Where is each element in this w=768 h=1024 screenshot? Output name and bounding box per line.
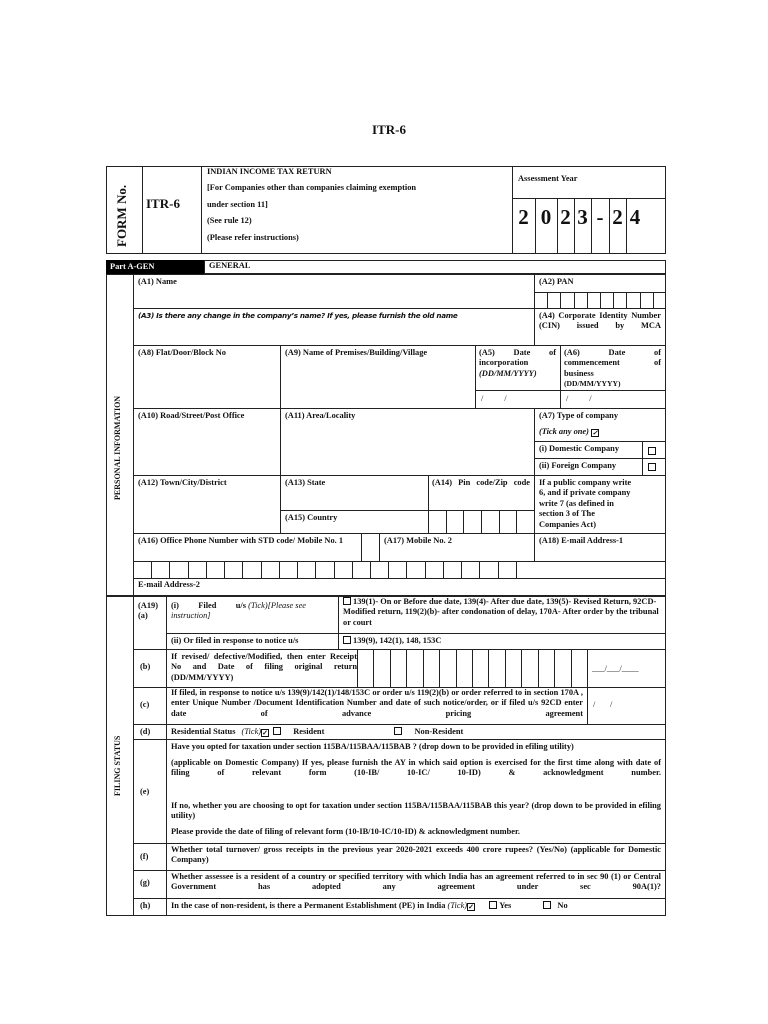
- receipt-cell-divider: [488, 649, 489, 687]
- revised-label: [171, 652, 357, 683]
- state-field[interactable]: [281, 490, 427, 509]
- phone-cell-divider: [352, 561, 353, 578]
- phone-cell-divider: [224, 561, 225, 578]
- pin-cell-divider: [516, 510, 517, 533]
- phone-cell-divider: [188, 561, 189, 578]
- phone-cell-divider: [516, 561, 517, 578]
- phone-cell-divider: [297, 561, 298, 578]
- f-label: (f): [140, 852, 149, 861]
- area-label: (A11) Area/Locality: [285, 411, 356, 420]
- email2-field[interactable]: [134, 589, 665, 595]
- phone-cell-divider: [169, 561, 170, 578]
- d-label: (d): [140, 727, 151, 736]
- residential-status: [171, 727, 661, 737]
- email1-label: (A18) E-mail Address-1: [539, 536, 624, 545]
- resident-checkbox[interactable]: [273, 727, 281, 735]
- email1-field[interactable]: [535, 547, 665, 560]
- phone-cell-divider: [334, 561, 335, 578]
- pan-label: (A2) PAN: [539, 277, 574, 286]
- pan-cell-divider: [600, 292, 601, 308]
- pe-no-checkbox[interactable]: [543, 901, 551, 909]
- cin-label: [539, 311, 661, 332]
- pin-label-text: (A14) Pin code/Zip code: [432, 478, 530, 487]
- name-label: (A1) Name: [138, 277, 177, 286]
- state-label: (A13) State: [285, 478, 326, 487]
- incorporation-date[interactable]: / /: [481, 394, 507, 403]
- commencement-line-2: commencement of: [564, 358, 661, 368]
- filed-under-label: [171, 601, 334, 622]
- phone-cell-divider: [425, 561, 426, 578]
- personal-side-label: PERSONAL INFORMATION: [113, 395, 122, 500]
- receipt-cell-divider: [554, 649, 555, 687]
- commencement-label: [564, 348, 661, 390]
- company-code-field[interactable]: [643, 476, 665, 532]
- revised-date[interactable]: ___/___/____: [592, 664, 639, 673]
- phone-label: (A16) Office Phone Number with STD code/ Mobile No. 1: [138, 536, 344, 545]
- taxation-option-q1: Have you opted for taxation under section 115BA/115BAA/115BAB ? (drop down to be provided in efiling utility): [171, 742, 574, 751]
- phone-cell-divider: [151, 561, 152, 578]
- g-label: (g): [140, 878, 150, 887]
- pan-cell-divider: [653, 292, 654, 308]
- h-label: (h): [140, 901, 151, 910]
- email2-label: E-mail Address-2: [138, 580, 200, 589]
- header-line-4: (See rule 12): [207, 216, 252, 225]
- residential-status-text: Residential Status: [171, 727, 236, 736]
- header-line-1: INDIAN INCOME TAX RETURN: [207, 167, 332, 176]
- pin-cell-divider: [463, 510, 464, 533]
- phone-cell-divider: [315, 561, 316, 578]
- filing-side-label: FILING STATUS: [113, 735, 122, 796]
- pan-cell-divider: [613, 292, 614, 308]
- a19-sub-text: (a): [138, 611, 148, 621]
- filed-under-tick: (Tick)[Please see instruction]: [171, 601, 306, 621]
- receipt-cell-divider: [439, 649, 440, 687]
- name-change-label: (A3) Is there any change in the company’s name? If yes, please furnish the old name: [138, 311, 458, 320]
- notice-response-text: If filed, in response to notice u/s 139(9)/142(1)/148/153C or order u/s 119(2)(b) or order referred to in section 170A , enter Unique Number /Document Identification Number and date of such notice/order, or if filed u/s 92CD enter date of advance pricing agreement: [171, 688, 583, 718]
- taxation-option-q4: Please provide the date of filing of relevant form (10-IB/10-IC/10-ID) & acknowledgment number.: [171, 827, 521, 836]
- notice-checkbox[interactable]: [343, 636, 351, 644]
- filed-under-text: (i) Filed u/s: [171, 601, 246, 610]
- phone-cell-divider: [498, 561, 499, 578]
- pan-cell-divider: [547, 292, 548, 308]
- a19-label: [138, 601, 158, 622]
- assessment-year-digit: 2: [518, 205, 529, 229]
- taxation-option-q3-text: If no, whether you are choosing to opt for taxation under section 115BA/115BAA/115BAB this year? (drop down to be provided in efiling utility): [171, 801, 661, 821]
- phone-cell-divider: [406, 561, 407, 578]
- notice-options-text: 139(9), 142(1), 148, 153C: [353, 636, 442, 645]
- receipt-cell-divider: [538, 649, 539, 687]
- agreement-question-text: Whether assessee is a resident of a country or specified territory with which India has an agreement referred to in sec 90 (1) or Central Government has adopted any agreement under sec 90A(1)?: [171, 872, 661, 892]
- road-label: (A10) Road/Street/Post Office: [138, 411, 245, 420]
- pe-tick-text: (Tick): [447, 901, 468, 910]
- receipt-cell-divider: [423, 649, 424, 687]
- receipt-cell-divider: [390, 649, 391, 687]
- public-company-note: If a public company write 6, and if private company write 7 (as defined in section 3 of The Companies Act): [539, 478, 632, 529]
- page-title: ITR-6: [372, 122, 406, 137]
- pe-question-text: In the case of non-resident, is there a Permanent Establishment (PE) in India: [171, 901, 446, 910]
- foreign-checkbox[interactable]: [648, 463, 656, 471]
- company-type-label: (A7) Type of company: [539, 411, 619, 420]
- resident-label: Resident: [293, 727, 325, 736]
- assessment-year-digit: 4: [629, 205, 641, 229]
- tick-icon: ✓: [468, 903, 475, 911]
- phone-cell-divider: [388, 561, 389, 578]
- commencement-date[interactable]: / /: [566, 394, 592, 403]
- filed-under-options-text: 139(1)- On or Before due date, 139(4)- After due date, 139(5)- Revised Return, 92CD-Modified return, 119(2)(b)- after condonation of delay, 170A- After order by the tribunal or court: [343, 597, 659, 627]
- premises-label: (A9) Name of Premises/Building/Village: [285, 348, 428, 357]
- name-field[interactable]: [134, 288, 533, 307]
- notice-response-date[interactable]: / /: [593, 700, 613, 709]
- foreign-label: (ii) Foreign Company: [539, 461, 617, 470]
- phone-cell-divider: [443, 561, 444, 578]
- pe-no-label: No: [557, 901, 568, 910]
- assessment-year-digit: 2: [612, 205, 623, 229]
- taxation-option-q2-text: (applicable on Domestic Company) If yes, please furnish the AY in which said option is exercised for the first time along with date of filing of relevant form (10-IB/ 10-IC/ 10-ID) & acknowledgment number.: [171, 758, 661, 778]
- phone-cell-divider: [206, 561, 207, 578]
- incorporation-label: [479, 348, 556, 379]
- town-field[interactable]: [134, 490, 279, 532]
- part-title: GENERAL: [209, 261, 251, 270]
- header-line-3: under section 11]: [207, 200, 268, 209]
- mobile2-label: (A17) Mobile No. 2: [384, 536, 452, 545]
- filed-under-options[interactable]: [343, 597, 661, 628]
- header-line-2: [For Companies other than companies claiming exemption: [207, 183, 417, 192]
- tick-icon: ✓: [262, 729, 269, 737]
- non-resident-label: Non-Resident: [414, 727, 464, 736]
- phone-cell-divider: [461, 561, 462, 578]
- pin-label: [432, 478, 530, 488]
- road-field[interactable]: [134, 422, 279, 474]
- c-label: (c): [140, 700, 150, 709]
- non-resident-checkbox[interactable]: [394, 727, 402, 735]
- part-label-bar: [106, 260, 204, 274]
- tick-icon: ✓: [592, 429, 598, 437]
- premises-field[interactable]: [281, 360, 474, 407]
- taxation-option-q2: [171, 758, 661, 779]
- turnover-question-text: Whether total turnover/ gross receipts in the previous year 2020-2021 exceeds 400 crore rupees? (Yes/No) (applicable for Domestic Company): [171, 845, 661, 865]
- phone-cell-divider: [370, 561, 371, 578]
- pan-cell-divider: [574, 292, 575, 308]
- notice-options[interactable]: [343, 636, 441, 646]
- assessment-year-digit: 3: [577, 205, 588, 229]
- company-type-tick-text: (Tick any one): [539, 427, 589, 436]
- flat-label: (A8) Flat/Door/Block No: [138, 348, 226, 357]
- assessment-year-digit: -: [596, 205, 604, 229]
- phone-cell-divider: [279, 561, 280, 578]
- pin-cell-divider: [446, 510, 447, 533]
- agreement-question: [171, 872, 661, 893]
- receipt-cell-divider: [357, 649, 358, 687]
- taxation-option-q3: [171, 801, 661, 822]
- b-label: (b): [140, 662, 151, 671]
- receipt-cell-divider: [587, 649, 588, 687]
- part-title-box: [204, 260, 666, 274]
- receipt-cell-divider: [521, 649, 522, 687]
- notice-response-label: [171, 688, 583, 719]
- turnover-question: [171, 845, 661, 866]
- commencement-line-1: (A6) Date of: [564, 348, 661, 357]
- assessment-year-digit: 0: [540, 205, 552, 229]
- pan-cell-divider: [626, 292, 627, 308]
- revised-text: If revised/ defective/Modified, then enter Receipt No and Date of filing original return (DD/MM/YYYY): [171, 652, 357, 682]
- pin-cell-divider: [499, 510, 500, 533]
- header-line-5: (Please refer instructions): [207, 233, 299, 242]
- pan-cell-divider: [587, 292, 588, 308]
- pe-yes-label: Yes: [499, 901, 512, 910]
- filed-under-checkbox[interactable]: [343, 597, 351, 605]
- form-code: ITR-6: [146, 196, 180, 211]
- commencement-line-4: (DD/MM/YYYY): [564, 379, 621, 389]
- commencement-line-3: business: [564, 368, 594, 378]
- pan-cell-divider: [640, 292, 641, 308]
- incorporation-line-3: (DD/MM/YYYY): [479, 368, 537, 378]
- receipt-cell-divider: [406, 649, 407, 687]
- a19-label-text: (A19): [138, 601, 159, 610]
- incorporation-line-1: (A5) Date of: [479, 348, 556, 357]
- phone-cell-divider: [261, 561, 262, 578]
- part-label: Part A-GEN: [110, 262, 155, 271]
- e-label: (e): [140, 787, 150, 796]
- phone-cell-divider: [479, 561, 480, 578]
- pe-yes-checkbox[interactable]: [489, 901, 497, 909]
- company-type-tick: [539, 427, 599, 437]
- domestic-checkbox[interactable]: [648, 447, 656, 455]
- cin-label-text: (A4) Corporate Identity Number (CIN) issued by MCA: [539, 311, 661, 331]
- flat-field[interactable]: [134, 360, 279, 407]
- notice-label: (ii) Or filed in response to notice u/s: [171, 636, 299, 645]
- form-no-label: FORM No.: [114, 184, 129, 247]
- assessment-year-label: Assessment Year: [518, 174, 578, 183]
- domestic-label: (i) Domestic Company: [539, 444, 620, 453]
- residential-tick-text: (Tick): [241, 727, 262, 736]
- receipt-cell-divider: [472, 649, 473, 687]
- area-field[interactable]: [281, 422, 533, 474]
- pin-cell-divider: [481, 510, 482, 533]
- town-label: (A12) Town/City/District: [138, 478, 227, 487]
- receipt-cell-divider: [456, 649, 457, 687]
- country-label: (A15) Country: [285, 513, 338, 522]
- pe-question: [171, 901, 661, 911]
- phone-cell-divider: [242, 561, 243, 578]
- pan-cell-divider: [560, 292, 561, 308]
- receipt-cell-divider: [571, 649, 572, 687]
- assessment-year-digit: 2: [560, 205, 571, 229]
- incorporation-line-2: incorporation: [479, 358, 529, 368]
- receipt-cell-divider: [505, 649, 506, 687]
- receipt-cell-divider: [373, 649, 374, 687]
